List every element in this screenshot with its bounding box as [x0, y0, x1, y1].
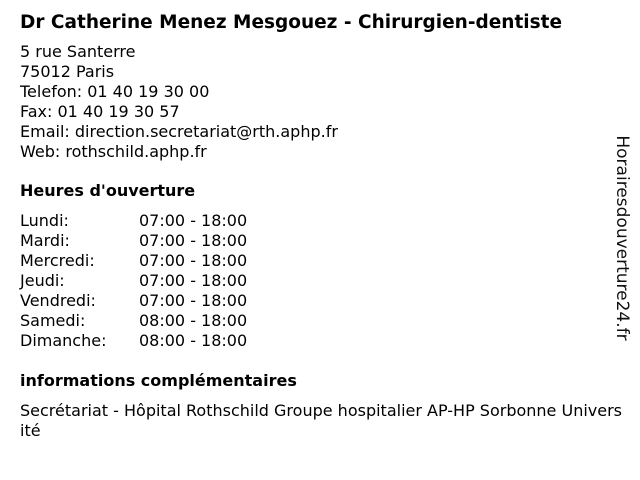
email-address: Email: direction.secretariat@rth.aphp.fr [20, 122, 338, 141]
hours-day: Dimanche: [20, 331, 107, 350]
hours-table [20, 211, 628, 351]
contact-block [20, 42, 628, 162]
phone-number: Telefon: 01 40 19 30 00 [20, 82, 210, 101]
address-street: 5 rue Santerre [20, 42, 136, 61]
hours-day: Lundi: [20, 211, 69, 230]
hours-day: Samedi: [20, 311, 86, 330]
hours-row-monday [20, 211, 628, 231]
hours-row-sunday [20, 331, 628, 351]
hours-time: 08:00 - 18:00 [139, 311, 248, 330]
hours-row-tuesday [20, 231, 628, 251]
hours-row-saturday [20, 311, 628, 331]
hours-time: 07:00 - 18:00 [139, 211, 248, 230]
hours-time: 07:00 - 18:00 [139, 231, 248, 250]
hours-time: 07:00 - 18:00 [139, 251, 248, 270]
website: Web: rothschild.aphp.fr [20, 142, 207, 161]
practice-card [20, 10, 628, 441]
hours-row-friday [20, 291, 628, 311]
info-text: Secrétariat - Hôpital Rothschild Groupe hospitalier AP-HP Sorbonne Université [20, 401, 622, 440]
hours-day: Mardi: [20, 231, 70, 250]
address-city: 75012 Paris [20, 62, 115, 81]
hours-heading: Heures d'ouverture [20, 181, 196, 200]
page-title: Dr Catherine Menez Mesgouez - Chirurgien-dentiste [20, 12, 563, 33]
hours-row-wednesday [20, 251, 628, 271]
site-watermark: Horairesdouverture24.fr [612, 135, 632, 341]
hours-day: Mercredi: [20, 251, 95, 270]
hours-time: 08:00 - 18:00 [139, 331, 248, 350]
hours-time: 07:00 - 18:00 [139, 271, 248, 290]
hours-day: Vendredi: [20, 291, 96, 310]
hours-time: 07:00 - 18:00 [139, 291, 248, 310]
hours-day: Jeudi: [20, 271, 65, 290]
hours-row-thursday [20, 271, 628, 291]
fax-number: Fax: 01 40 19 30 57 [20, 102, 180, 121]
info-heading: informations complémentaires [20, 371, 297, 390]
